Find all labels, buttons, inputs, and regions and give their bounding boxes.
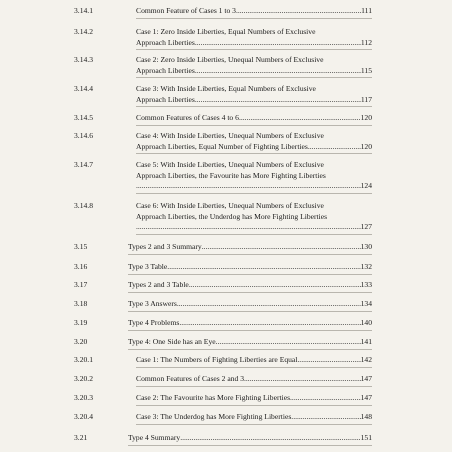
entry-title-line: Type 3 Answers	[128, 299, 177, 308]
section-number: 3.14.4	[74, 84, 93, 93]
dot-leader	[195, 66, 361, 77]
page-number: 115	[360, 65, 372, 75]
toc-entry[interactable]	[128, 433, 372, 446]
page-number: 140	[360, 318, 372, 327]
section-number: 3.14.6	[74, 131, 93, 140]
entry-title-line: Approach Liberties	[136, 94, 195, 104]
entry-title-line: Case 1: Zero Inside Liberties, Equal Numbers of Exclusive	[136, 27, 316, 36]
section-number: 3.20	[74, 337, 88, 346]
entry-title-line: Approach Liberties, the Underdog has More Fighting Liberties	[136, 211, 328, 221]
entry-title-line: Case 4: With Inside Liberties, Unequal Numbers of Exclusive	[136, 131, 324, 140]
section-number: 3.14.1	[74, 6, 93, 15]
dot-leader	[244, 374, 361, 385]
page-number: 133	[360, 280, 372, 289]
entry-title-line: Type 4: One Side has an Eye	[128, 337, 216, 346]
section-number: 3.21	[74, 433, 88, 442]
page-number: 120	[360, 141, 372, 151]
section-number: 3.14.2	[74, 27, 93, 36]
page-number: 111	[361, 6, 372, 15]
dot-leader	[177, 299, 361, 310]
dot-leader	[167, 262, 360, 273]
page-number: 151	[360, 433, 372, 442]
section-number: 3.15	[74, 242, 88, 251]
toc-entry[interactable]	[128, 318, 372, 331]
dot-leader	[136, 181, 361, 192]
toc-entry[interactable]	[128, 299, 372, 312]
page-number: 127	[360, 222, 372, 232]
dot-leader	[297, 355, 360, 366]
entry-title-line: Case 3: The Underdog has More Fighting Liberties	[136, 412, 292, 421]
section-number: 3.16	[74, 262, 88, 271]
page-number: 148	[360, 412, 372, 421]
entry-title-line: Types 2 and 3 Table	[128, 280, 189, 289]
dot-leader	[236, 6, 361, 17]
section-number: 3.20.3	[74, 393, 93, 402]
dot-leader	[136, 222, 361, 233]
entry-title-line: Approach Liberties, the Favourite has More Fighting Liberties	[136, 170, 326, 180]
dot-leader	[189, 280, 361, 291]
dot-leader	[179, 318, 360, 329]
toc-entry[interactable]	[128, 262, 372, 275]
dot-leader	[239, 113, 361, 124]
toc-entry[interactable]	[128, 242, 372, 255]
entry-title-line: Common Features of Cases 2 and 3	[136, 374, 244, 383]
toc-entry[interactable]	[136, 84, 372, 107]
entry-title-line: Type 4 Problems	[128, 318, 180, 327]
page-number: 117	[360, 94, 372, 104]
toc-entry[interactable]	[136, 412, 372, 425]
entry-title-line: Case 1: The Numbers of Fighting Liberties are Equal	[136, 355, 298, 364]
dot-leader	[195, 38, 361, 49]
dot-leader	[195, 95, 361, 106]
toc-entry[interactable]	[136, 201, 372, 235]
section-number: 3.18	[74, 299, 88, 308]
dot-leader	[180, 433, 360, 444]
page-number: 134	[360, 299, 372, 308]
section-number: 3.19	[74, 318, 88, 327]
page-number: 142	[360, 355, 372, 364]
entry-title-line: Common Feature of Cases 1 to 3	[136, 6, 236, 15]
toc-entry[interactable]	[136, 374, 372, 387]
page-number: 147	[360, 374, 372, 383]
section-number: 3.14.7	[74, 160, 93, 169]
page-number: 120	[360, 113, 372, 122]
toc-entry[interactable]	[136, 113, 372, 126]
dot-leader	[291, 412, 360, 423]
entry-title-line: Case 3: With Inside Liberties, Equal Numbers of Exclusive	[136, 84, 316, 93]
page-number: 124	[360, 181, 372, 191]
toc-entry[interactable]	[128, 280, 372, 293]
entry-title-line: Types 2 and 3 Summary	[128, 242, 202, 251]
page-number: 112	[360, 37, 372, 47]
toc-entry[interactable]	[136, 55, 372, 78]
section-number: 3.14.3	[74, 55, 93, 64]
entry-title-line: Case 2: The Favourite has More Fighting Liberties	[136, 393, 291, 402]
entry-title-line: Approach Liberties	[136, 65, 195, 75]
section-number: 3.20.1	[74, 355, 93, 364]
section-number: 3.14.5	[74, 113, 93, 122]
entry-title-line: Approach Liberties	[136, 37, 195, 47]
section-number: 3.17	[74, 280, 88, 289]
entry-title-line: Common Features of Cases 4 to 6	[136, 113, 239, 122]
section-number: 3.14.8	[74, 201, 93, 210]
toc-entry[interactable]	[136, 6, 372, 19]
entry-title-line: Case 5: With Inside Liberties, Unequal Numbers of Exclusive	[136, 160, 324, 169]
entry-title-line: Type 4 Summary	[128, 433, 181, 442]
dot-leader	[202, 242, 361, 253]
toc-entry[interactable]	[136, 160, 372, 194]
entry-title-line: Case 2: Zero Inside Liberties, Unequal Numbers of Exclusive	[136, 55, 324, 64]
page-number: 132	[360, 262, 372, 271]
dot-leader	[308, 142, 361, 153]
toc-entry[interactable]	[136, 27, 372, 50]
toc-entry[interactable]	[136, 355, 372, 368]
toc-entry[interactable]	[128, 337, 372, 350]
page-number: 141	[360, 337, 372, 346]
section-number: 3.20.4	[74, 412, 93, 421]
section-number: 3.20.2	[74, 374, 93, 383]
entry-title-line: Type 3 Table	[128, 262, 168, 271]
entry-title-line: Approach Liberties, Equal Number of Fighting Liberties	[136, 141, 308, 151]
page-number: 147	[360, 393, 372, 402]
dot-leader	[216, 337, 361, 348]
page-number: 130	[360, 242, 372, 251]
toc-entry[interactable]	[136, 393, 372, 406]
toc-entry[interactable]	[136, 131, 372, 154]
entry-title-line: Case 6: With Inside Liberties, Unequal Numbers of Exclusive	[136, 201, 324, 210]
dot-leader	[290, 393, 361, 404]
